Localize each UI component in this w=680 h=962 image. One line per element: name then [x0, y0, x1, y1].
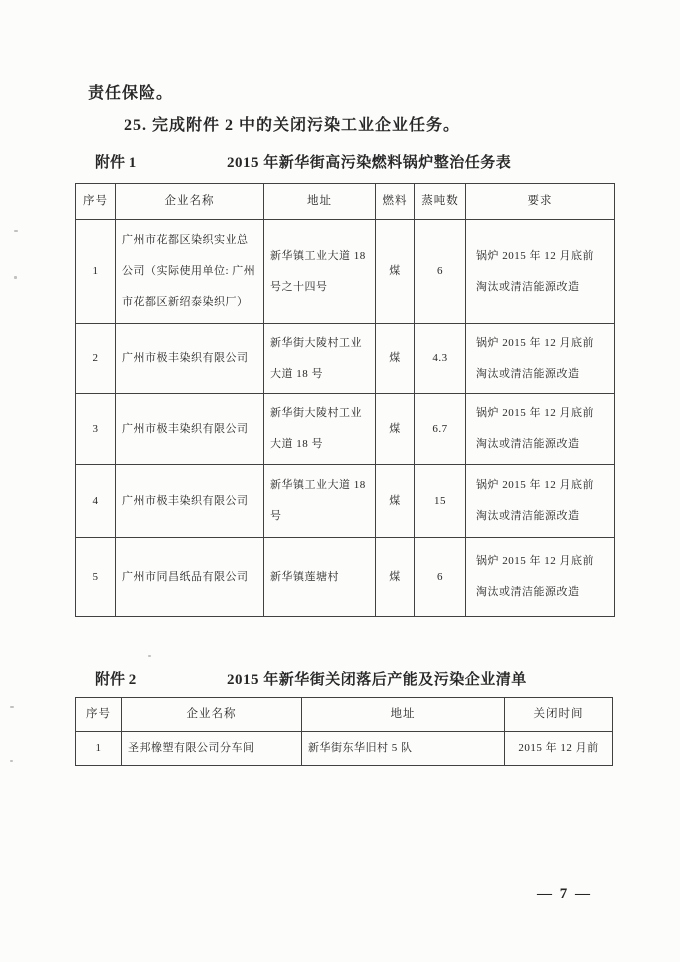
column-header-tons: 蒸吨数 — [415, 184, 466, 220]
column-header-seq: 序号 — [76, 184, 116, 220]
column-header-address: 地址 — [302, 698, 505, 732]
cell-address: 新华街大陵村工业大道 18 号 — [264, 394, 376, 465]
cell-tons: 6 — [415, 538, 466, 617]
table-row — [76, 394, 615, 465]
column-header-fuel: 燃料 — [376, 184, 415, 220]
cell-tons: 4.3 — [415, 324, 466, 394]
cell-fuel: 煤 — [376, 324, 415, 394]
closing-paragraph-line: 责任保险。 — [88, 85, 174, 102]
attachment2-label: 附件 2 — [95, 672, 137, 688]
table-row — [76, 220, 615, 324]
cell-tons: 6 — [415, 220, 466, 324]
cell-fuel: 煤 — [376, 394, 415, 465]
cell-seq: 4 — [76, 465, 116, 538]
cell-address: 新华镇工业大道 18 号之十四号 — [264, 220, 376, 324]
attachment2-heading — [95, 668, 615, 688]
cell-company: 广州市极丰染织有限公司 — [116, 394, 264, 465]
table-row — [76, 732, 613, 766]
table-header-row — [76, 184, 615, 220]
scan-speck — [10, 760, 13, 762]
column-header-address: 地址 — [264, 184, 376, 220]
scan-speck — [10, 706, 14, 708]
cell-requirement: 锅炉 2015 年 12 月底前淘汰或清洁能源改造 — [466, 538, 615, 617]
cell-seq: 5 — [76, 538, 116, 617]
cell-seq: 3 — [76, 394, 116, 465]
cell-close-time: 2015 年 12 月前 — [505, 732, 613, 766]
table-row — [76, 538, 615, 617]
attachment1-heading — [95, 151, 615, 171]
cell-seq: 1 — [76, 732, 122, 766]
cell-seq: 2 — [76, 324, 116, 394]
scan-speck — [148, 655, 151, 657]
cell-address: 新华街东华旧村 5 队 — [302, 732, 505, 766]
table-header-row — [76, 698, 613, 732]
attachment2-title: 2015 年新华街关闭落后产能及污染企业清单 — [227, 672, 527, 688]
column-header-company: 企业名称 — [122, 698, 302, 732]
attachment1-title: 2015 年新华街高污染燃料锅炉整治任务表 — [227, 155, 512, 171]
column-header-seq: 序号 — [76, 698, 122, 732]
column-header-company: 企业名称 — [116, 184, 264, 220]
cell-requirement: 锅炉 2015 年 12 月底前淘汰或清洁能源改造 — [466, 324, 615, 394]
cell-company: 广州市同昌纸品有限公司 — [116, 538, 264, 617]
cell-fuel: 煤 — [376, 465, 415, 538]
attachment2-table — [75, 697, 613, 766]
cell-address: 新华镇工业大道 18 号 — [264, 465, 376, 538]
cell-fuel: 煤 — [376, 538, 415, 617]
scan-speck — [14, 276, 17, 279]
cell-requirement: 锅炉 2015 年 12 月底前淘汰或清洁能源改造 — [466, 394, 615, 465]
cell-tons: 6.7 — [415, 394, 466, 465]
cell-company: 圣邦橡塑有限公司分车间 — [122, 732, 302, 766]
cell-seq: 1 — [76, 220, 116, 324]
cell-requirement: 锅炉 2015 年 12 月底前淘汰或清洁能源改造 — [466, 465, 615, 538]
table-row — [76, 324, 615, 394]
cell-fuel: 煤 — [376, 220, 415, 324]
column-header-requirement: 要求 — [466, 184, 615, 220]
cell-address: 新华镇莲塘村 — [264, 538, 376, 617]
page-number: — 7 — — [537, 886, 592, 902]
attachment1-label: 附件 1 — [95, 155, 137, 171]
cell-requirement: 锅炉 2015 年 12 月底前淘汰或清洁能源改造 — [466, 220, 615, 324]
task-item-25: 25. 完成附件 2 中的关闭污染工业企业任务。 — [124, 117, 461, 134]
cell-tons: 15 — [415, 465, 466, 538]
cell-company: 广州市极丰染织有限公司 — [116, 465, 264, 538]
cell-company: 广州市花都区染织实业总公司（实际使用单位: 广州市花都区新绍泰染织厂） — [116, 220, 264, 324]
cell-address: 新华街大陵村工业大道 18 号 — [264, 324, 376, 394]
table-row — [76, 465, 615, 538]
scan-speck — [14, 230, 18, 232]
cell-company: 广州市极丰染织有限公司 — [116, 324, 264, 394]
attachment1-table — [75, 183, 615, 617]
column-header-close-time: 关闭时间 — [505, 698, 613, 732]
